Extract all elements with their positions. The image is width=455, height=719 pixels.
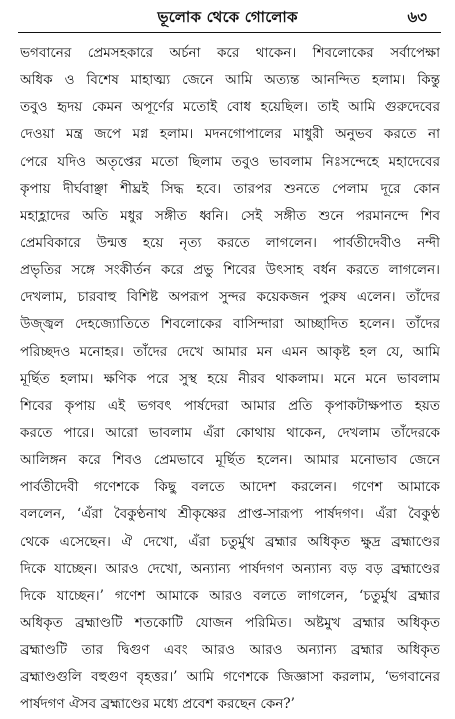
text-line: ব্রহ্মাণ্ডটি তার দ্বিগুণ এবং আরও আরও অন্যান্য ব্রহ্মার অধিকৃত (20, 642, 440, 659)
text-line: দেওয়া মন্ত্র জপে মগ্ন হলাম। মদনগোপালের মাধুরী অনুভব করতে না (20, 126, 440, 143)
text-line: প্রেমবিকারে উন্মত্ত হয়ে নৃত্য করতে লাগলেন। পার্বতীদেবীও নন্দী (20, 234, 440, 251)
text-line: বললেন, ‘এঁরা বৈকুণ্ঠনাথ শ্রীকৃষ্ণের প্রাপ্ত-সারূপ্য পার্ষদগণ। এঁরা বৈকুণ্ঠ (20, 506, 440, 523)
body-text (20, 40, 440, 719)
text-line: পার্ষদগণ ঐসব ব্রহ্মাণ্ডের মধ্যে প্রবেশ করছেন কেন?’ (20, 696, 295, 713)
running-title: ভূলোক থেকে গোলোক (157, 8, 298, 26)
text-line: কৃপায় দীর্ঘবাঞ্ছা শীঘ্রই সিদ্ধ হবে। তারপর শুনতে পেলাম দূরে কোন (20, 180, 440, 197)
text-line: দিকে যাচ্ছেন।’ গণেশ আমাকে আরও বলতে লাগলেন, ‘চতুর্মুখ ব্রহ্মার (20, 587, 440, 604)
page-header (20, 4, 435, 30)
text-line: থেকে এসেছেন। ঐ দেখো, এঁরা চতুর্মুখ ব্রহ্মার অধিকৃত ক্ষুদ্র ব্রহ্মাণ্ডের (20, 533, 440, 550)
text-line: পরিচ্ছদও মনোহর। তাঁদের দেখে আমার মন এমন আকৃষ্ট হল যে, আমি (20, 343, 440, 360)
text-line: ব্রহ্মাণ্ডগুলি বহুগুণ বৃহত্তর।’ আমি গণেশকে জিজ্ঞাসা করলাম, ‘ভগবানের (20, 669, 440, 686)
text-line: তবুও হৃদয় কেমন অপূর্ণের মতোই বোধ হয়েছিল। তাই আমি গুরুদেবের (20, 99, 440, 116)
text-line: করতে পারে। আরো ভাবলাম এঁরা কোথায় থাকেন, দেখলাম তাঁদেরকে (20, 424, 440, 441)
text-line: মহাহ্লাদের অতি মধুর সঙ্গীত ধ্বনি। সেই সঙ্গীত শুনে পরমানন্দে শিব (20, 207, 440, 224)
text-line: মূর্ছিত হলাম। ক্ষণিক পরে সুস্থ হয়ে নীরব থাকলাম। মনে মনে ভাবলাম (20, 370, 440, 387)
text-line: অধিকৃত ব্রহ্মাণ্ডটি শতকোটি যোজন পরিমিত। অষ্টমুখ ব্রহ্মার অধিকৃত (20, 614, 440, 631)
text-line: পেরে যদিও অতৃপ্তের মতো ছিলাম তবুও ভাবলাম নিঃসন্দেহে মহাদেবের (20, 153, 440, 170)
text-line: আলিঙ্গন করে শিবও প্রেমভাবে মূর্ছিত হলেন। আমার মনোভাব জেনে (20, 452, 440, 469)
text-line: পার্বতীদেবী গণেশকে কিছু বলতে আদেশ করলেন। গণেশ আমাকে (20, 479, 440, 496)
text-line: দেখলাম, চারবাহু বিশিষ্ট অপরূপ সুন্দর কয়েকজন পুরুষ এলেন। তাঁদের (20, 289, 440, 306)
text-line: ভগবানের প্রেমসহকারে অর্চনা করে থাকেন। শিবলোকের সর্বাপেক্ষা (20, 45, 440, 61)
text-line: অধিক ও বিশেষ মাহাত্ম্য জেনে আমি অত্যন্ত আনন্দিত হলাম। কিন্তু (20, 72, 440, 89)
header-rule (18, 32, 441, 33)
text-line: দিকে যাচ্ছেন। আরও দেখো, অন্যান্য পার্ষদগণ অন্যান্য বড় বড় ব্রহ্মাণ্ডের (20, 560, 440, 577)
text-line: শিবের কৃপায় এই ভগবৎ পার্ষদেরা আমার প্রতি কৃপাকটাক্ষপাত হয়ত (20, 397, 440, 414)
text-line: উজ্জ্বল দেহজ্যোতিতে শিবলোকের বাসিন্দারা আচ্ছাদিত হলেন। তাঁদের (20, 316, 440, 333)
text-line: প্রভৃতির সঙ্গে সংকীর্তন করে প্রভু শিবের উৎসাহ বর্ধন করতে লাগলেন। (20, 262, 440, 279)
page-number: ৬৩ (407, 8, 427, 26)
